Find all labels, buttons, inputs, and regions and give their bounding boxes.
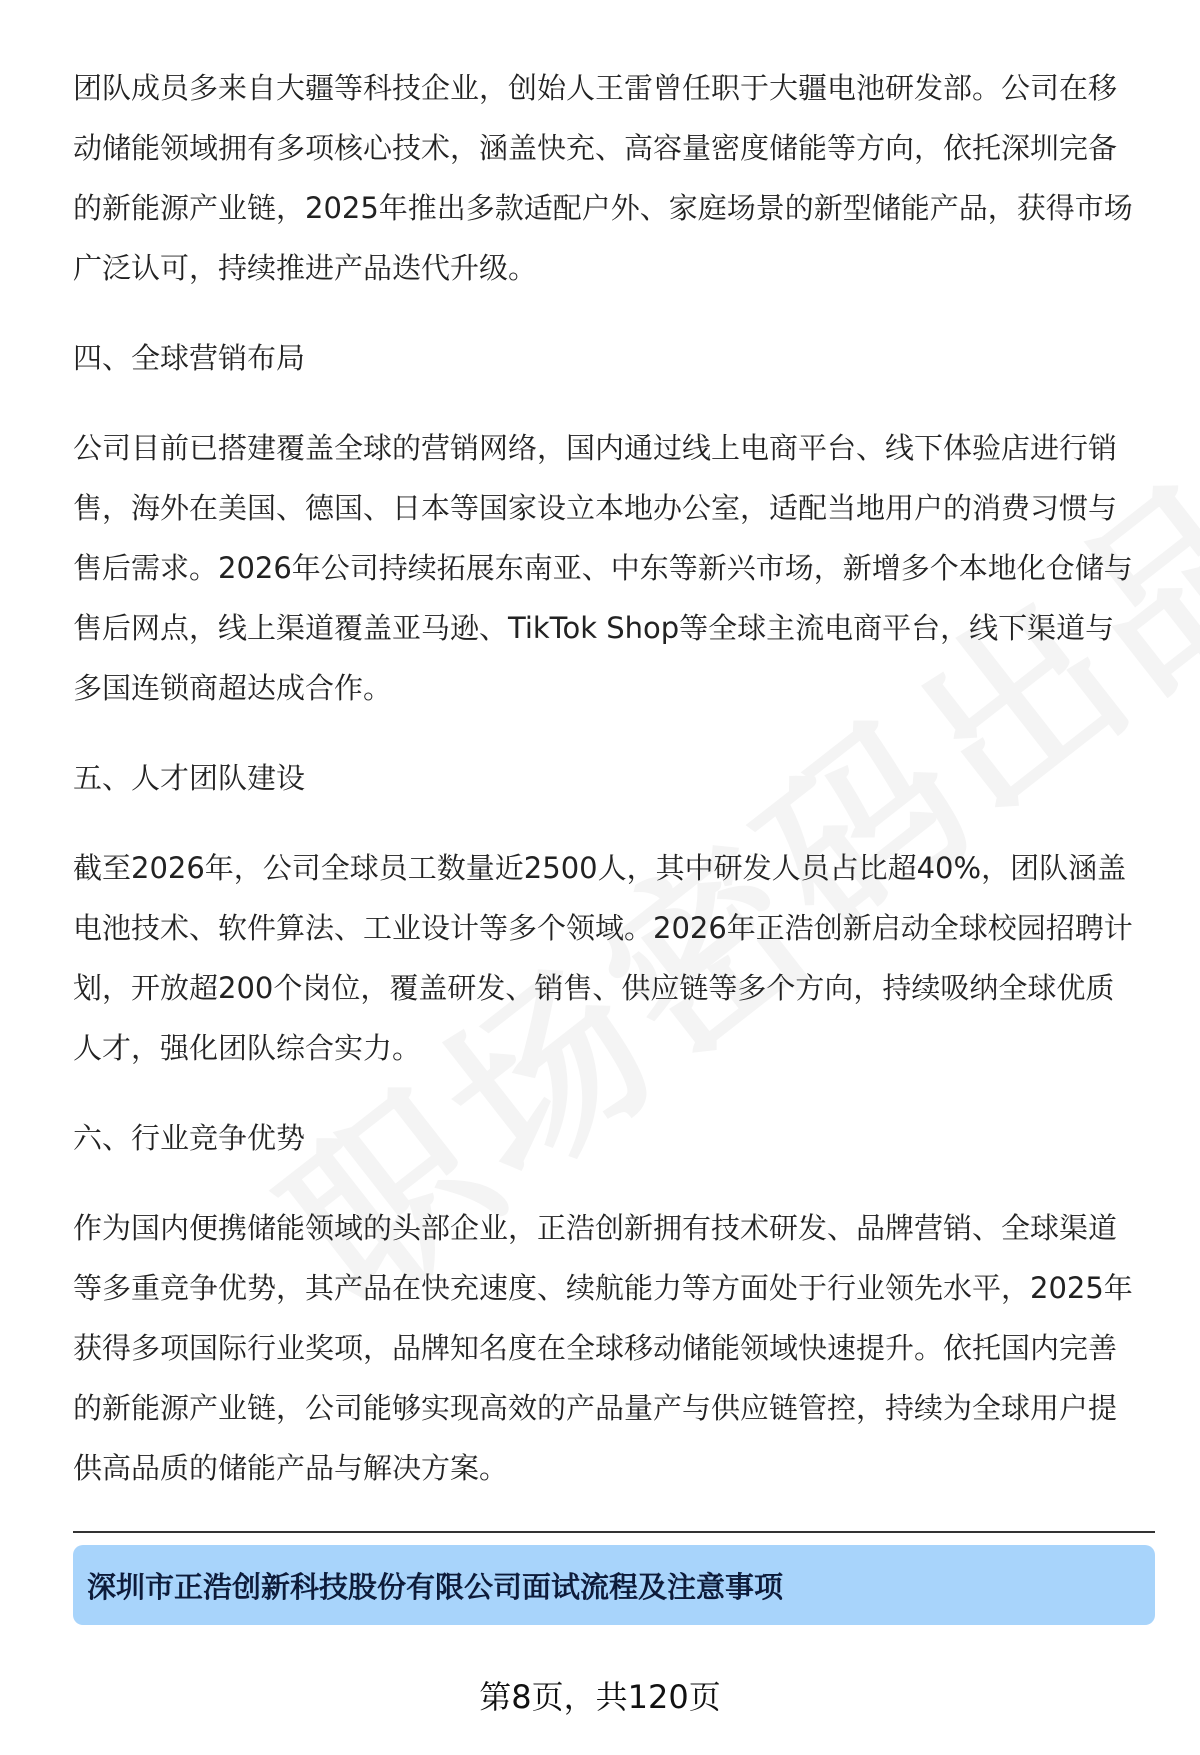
banner-title: 深圳市正浩创新科技股份有限公司面试流程及注意事项 [87, 1569, 784, 1604]
text-line: 公司目前已搭建覆盖全球的营销网络，国内通过线上电商平台、线下体验店进行销 [73, 431, 1118, 465]
section-heading-talent: 五、人才团队建设 [73, 761, 306, 795]
text-line: 等多重竞争优势，其产品在快充速度、续航能力等方面处于行业领先水平，2025年 [73, 1271, 1133, 1305]
paragraph-marketing [73, 418, 1155, 718]
paragraph-competition [73, 1198, 1155, 1498]
text-line: 的新能源产业链，公司能够实现高效的产品量产与供应链管控，持续为全球用户提 [73, 1391, 1118, 1425]
paragraph-team-background [73, 58, 1155, 298]
text-line: 获得多项国际行业奖项，品牌知名度在全球移动储能领域快速提升。依托国内完善 [73, 1331, 1118, 1365]
text-line: 广泛认可，持续推进产品迭代升级。 [73, 251, 538, 285]
page-number: 第8页，共120页 [479, 1678, 721, 1716]
text-line: 的新能源产业链，2025年推出多款适配户外、家庭场景的新型储能产品，获得市场 [73, 191, 1133, 225]
text-line: 电池技术、软件算法、工业设计等多个领域。2026年正浩创新启动全球校园招聘计 [73, 911, 1133, 945]
text-line: 作为国内便携储能领域的头部企业，正浩创新拥有技术研发、品牌营销、全球渠道 [73, 1211, 1118, 1245]
text-line: 售后需求。2026年公司持续拓展东南亚、中东等新兴市场，新增多个本地化仓储与 [73, 551, 1133, 585]
text-line: 动储能领域拥有多项核心技术，涵盖快充、高容量密度储能等方向，依托深圳完备 [73, 131, 1118, 165]
section-divider [73, 1531, 1155, 1533]
text-line: 售，海外在美国、德国、日本等国家设立本地办公室，适配当地用户的消费习惯与 [73, 491, 1118, 525]
text-line: 人才，强化团队综合实力。 [73, 1031, 422, 1065]
paragraph-talent [73, 838, 1155, 1078]
document-body [73, 58, 1155, 1498]
section-banner [73, 1545, 1155, 1625]
text-line: 供高品质的储能产品与解决方案。 [73, 1451, 509, 1485]
text-line: 多国连锁商超达成合作。 [73, 671, 393, 705]
text-line: 团队成员多来自大疆等科技企业，创始人王雷曾任职于大疆电池研发部。公司在移 [73, 71, 1118, 105]
text-line: 售后网点，线上渠道覆盖亚马逊、TikTok Shop等全球主流电商平台，线下渠道与 [73, 611, 1115, 645]
section-heading-competition: 六、行业竞争优势 [73, 1121, 306, 1155]
text-line: 划，开放超200个岗位，覆盖研发、销售、供应链等多个方向，持续吸纳全球优质 [73, 971, 1115, 1005]
text-line: 截至2026年，公司全球员工数量近2500人，其中研发人员占比超40%，团队涵盖 [73, 851, 1127, 885]
section-heading-marketing: 四、全球营销布局 [73, 341, 306, 375]
